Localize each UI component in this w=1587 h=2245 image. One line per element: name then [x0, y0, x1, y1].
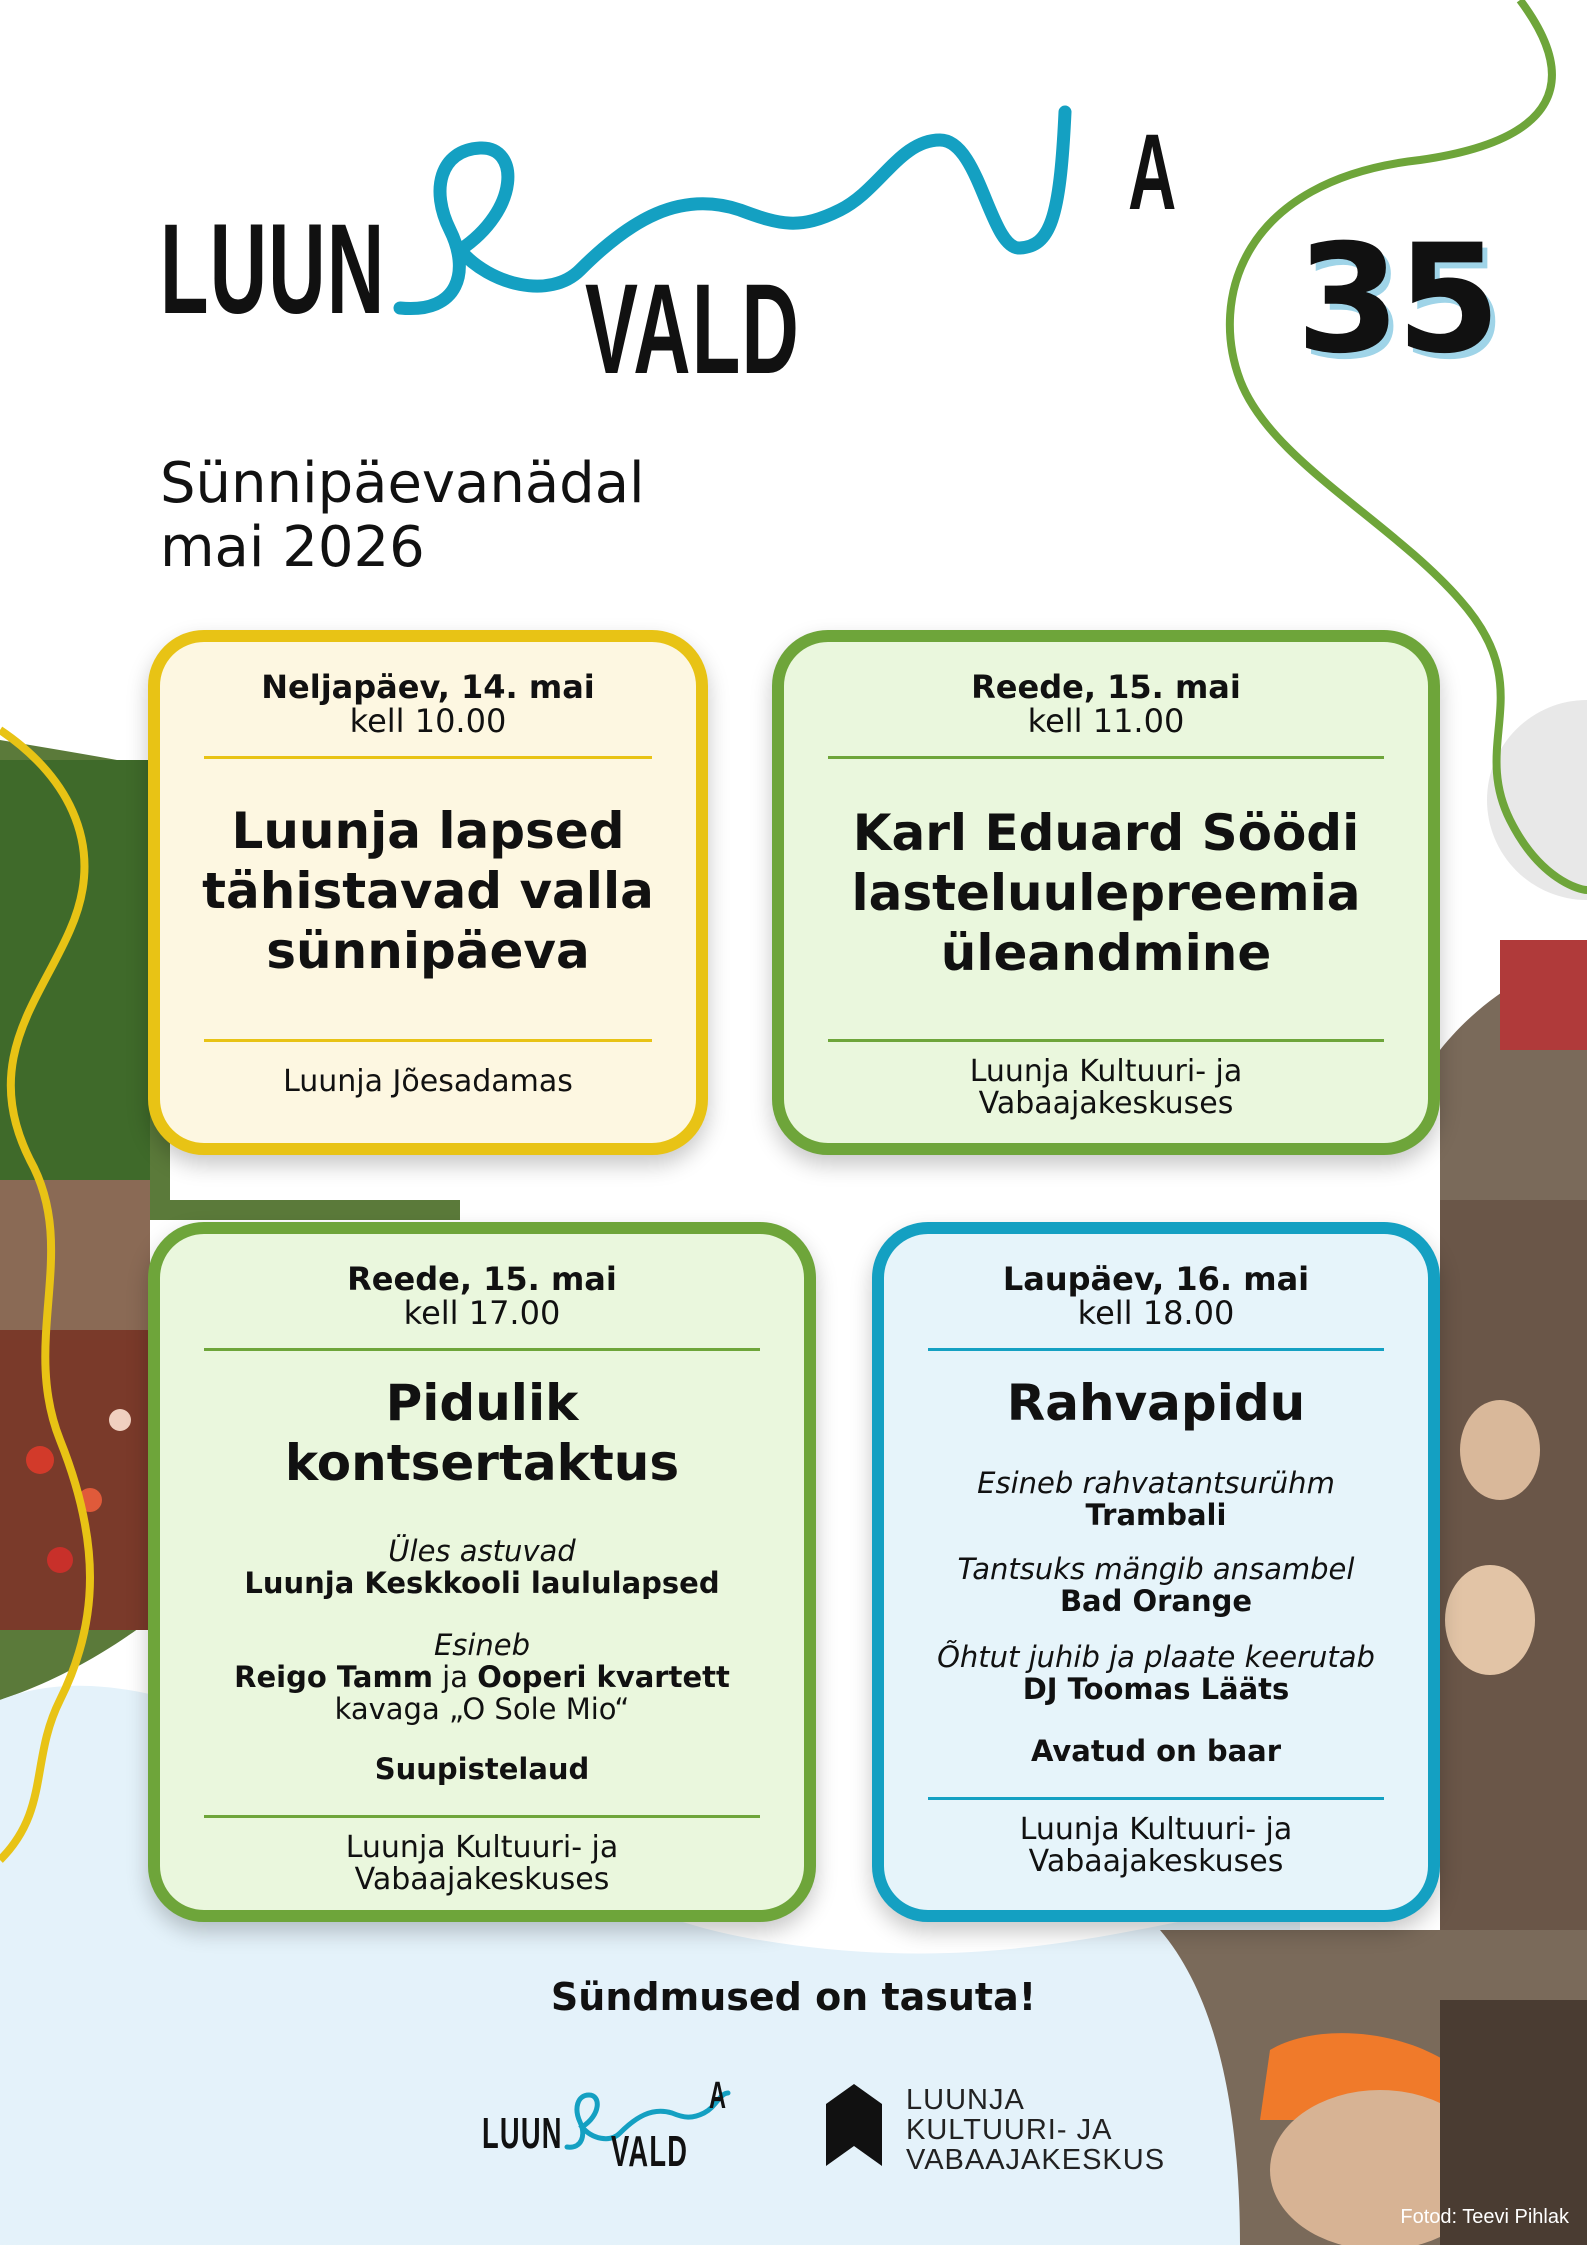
- event-time: kell 18.00: [1077, 1294, 1235, 1332]
- performer-name: Luunja Keskkooli laululapsed: [244, 1566, 720, 1600]
- divider: [928, 1797, 1384, 1800]
- photo-credit: Fotod: Teevi Pihlak: [1400, 2206, 1569, 2228]
- event-date: Neljapäev, 14. mai: [261, 668, 595, 706]
- event-date: Reede, 15. mai: [971, 668, 1241, 706]
- location-line: Luunja Kultuuri- ja: [969, 1054, 1243, 1089]
- right-photo-roof: [1500, 940, 1587, 1050]
- divider: [204, 1348, 760, 1351]
- performer-name: Ooperi kvartett: [477, 1660, 730, 1694]
- performer-intro: Õhtut juhib ja plaate keerutab: [937, 1640, 1375, 1674]
- logo-word-luun: LUUN: [160, 198, 386, 341]
- performer-joiner: ja: [432, 1660, 478, 1694]
- title-line: üleandmine: [940, 924, 1272, 982]
- event-time: kell 17.00: [403, 1294, 561, 1332]
- event-week-subtitle: [160, 452, 645, 580]
- program-note: kavaga „O Sole Mio“: [334, 1692, 630, 1726]
- performer-intro: Üles astuvad: [388, 1534, 576, 1568]
- org-line: LUUNJA: [906, 2084, 1025, 2116]
- location-line: Vabaajakeskuses: [354, 1862, 610, 1897]
- divider: [828, 1039, 1384, 1042]
- location-line: Luunja Kultuuri- ja: [345, 1830, 619, 1865]
- event-title: [160, 801, 696, 981]
- title-line: kontsertaktus: [284, 1434, 680, 1492]
- location-line: Vabaajakeskuses: [1028, 1844, 1284, 1879]
- title-line: tähistavad valla: [202, 862, 654, 920]
- divider: [204, 1815, 760, 1818]
- event-time: kell 11.00: [1027, 702, 1185, 740]
- event-location: [160, 1066, 696, 1098]
- event-card-friday-evening: [148, 1222, 816, 1922]
- performer-intro: Esineb rahvatantsurühm: [977, 1466, 1335, 1500]
- event-location: [784, 1056, 1428, 1120]
- event-time: kell 10.00: [349, 702, 507, 740]
- event-date: Laupäev, 16. mai: [1002, 1260, 1310, 1298]
- footer-municipality-logo: [482, 2075, 742, 2175]
- footer-logo-word-vald: VALD: [611, 2127, 689, 2176]
- municipality-logo: [160, 100, 1200, 401]
- divider: [204, 1039, 652, 1042]
- org-line: KULTUURI- JA: [906, 2114, 1113, 2146]
- right-photo-crowd: [1440, 1200, 1587, 1930]
- event-title: [160, 1373, 804, 1493]
- performer-name: Bad Orange: [1059, 1584, 1253, 1618]
- event-card-friday-morning: [772, 630, 1440, 1155]
- performer-name: DJ Toomas Lääts: [1022, 1672, 1290, 1706]
- performer-intro: Esineb: [433, 1628, 531, 1662]
- subtitle-line-2: mai 2026: [160, 515, 425, 580]
- footer-logo-word-a: A: [709, 2075, 728, 2117]
- logo-word-vald: VALD: [585, 258, 801, 401]
- culture-center-name: [906, 2085, 1165, 2175]
- culture-center-logo-icon: [826, 2084, 882, 2166]
- title-line: Luunja lapsed: [231, 802, 625, 860]
- subtitle-line-1: Sünnipäevanädal: [160, 451, 645, 516]
- performer-name: Reigo Tamm: [234, 1660, 433, 1694]
- location-line: Luunja Kultuuri- ja: [1019, 1812, 1293, 1847]
- divider: [204, 756, 652, 759]
- title-line: Rahvapidu: [1006, 1374, 1306, 1432]
- event-location: [884, 1814, 1428, 1878]
- org-line: VABAAJAKESKUS: [906, 2144, 1166, 2176]
- title-line: Karl Eduard Söödi: [852, 804, 1360, 862]
- performer-name: Trambali: [1085, 1498, 1227, 1532]
- footer-logo-word-luun: LUUN: [482, 2109, 563, 2158]
- event-date: Reede, 15. mai: [347, 1260, 617, 1298]
- event-title: [884, 1373, 1428, 1433]
- title-line: sünnipäeva: [266, 922, 590, 980]
- event-location: [160, 1832, 804, 1896]
- divider: [828, 756, 1384, 759]
- extra-note: Avatud on baar: [1030, 1734, 1282, 1768]
- divider: [928, 1348, 1384, 1351]
- free-events-note: Sündmused on tasuta!: [550, 1975, 1037, 2019]
- anniversary-number: 35: [1296, 213, 1497, 387]
- event-card-thursday: [148, 630, 708, 1155]
- logo-word-a: A: [1128, 111, 1178, 232]
- location-line: Vabaajakeskuses: [978, 1086, 1234, 1121]
- event-card-saturday: [872, 1222, 1440, 1922]
- title-line: lasteluulepreemia: [851, 864, 1361, 922]
- performer-line: [160, 1661, 804, 1693]
- location-line: Luunja Jõesadamas: [283, 1064, 573, 1099]
- title-line: Pidulik: [385, 1374, 579, 1432]
- performer-intro: Tantsuks mängib ansambel: [957, 1552, 1355, 1586]
- extra-note: Suupistelaud: [374, 1752, 590, 1786]
- event-title: [784, 803, 1428, 983]
